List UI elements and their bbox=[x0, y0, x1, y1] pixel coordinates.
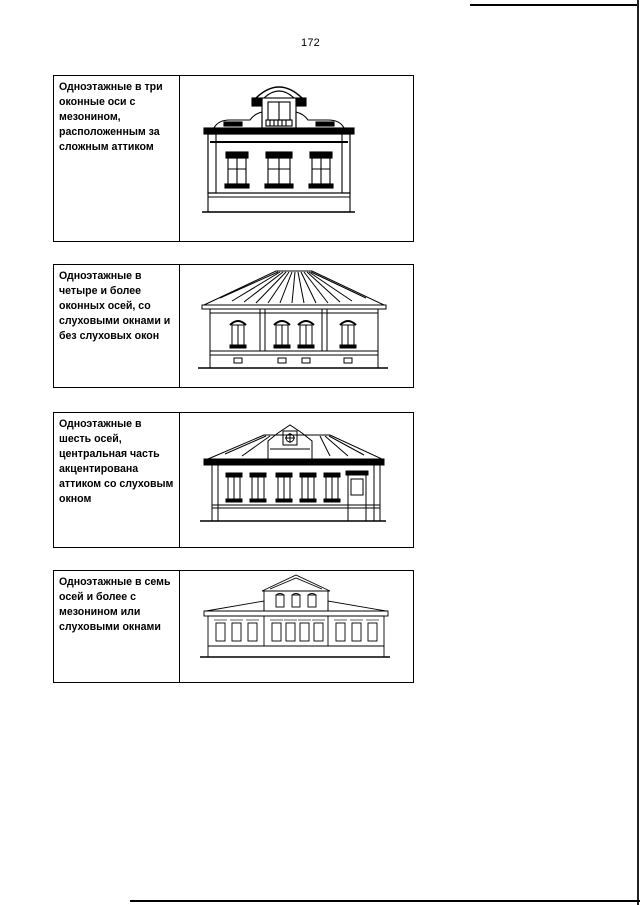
table-row-3 bbox=[53, 412, 414, 548]
scan-border-right bbox=[637, 0, 639, 905]
facade-attic-mezzanine-drawing bbox=[180, 76, 414, 241]
row-drawing-cell bbox=[180, 571, 413, 682]
row-description: Одноэтажные в семь осей и более с мезонином или слуховыми окнами bbox=[54, 571, 180, 682]
row-drawing-cell bbox=[180, 413, 413, 547]
scan-border-top bbox=[470, 4, 638, 6]
facade-six-axis-drawing bbox=[180, 413, 414, 547]
page-number: 172 bbox=[301, 37, 320, 49]
row-drawing-cell bbox=[180, 76, 413, 241]
table-row-4 bbox=[53, 570, 414, 683]
facade-seven-axis-mezzanine-drawing bbox=[180, 571, 414, 682]
table-row-1 bbox=[53, 75, 414, 242]
scan-border-bottom bbox=[130, 900, 640, 902]
row-description: Одноэтажные в три оконные оси с мезонином, расположенным за сложным аттиком bbox=[54, 76, 180, 241]
row-drawing-cell bbox=[180, 265, 413, 387]
table-row-2 bbox=[53, 264, 414, 388]
row-description: Одноэтажные в четыре и более оконных осей, со слуховыми окнами и без слуховых окон bbox=[54, 265, 180, 387]
row-description: Одноэтажные в шесть осей, центральная часть акцентирована аттиком со слуховым окном bbox=[54, 413, 180, 547]
facade-hip-roof-drawing bbox=[180, 265, 414, 387]
